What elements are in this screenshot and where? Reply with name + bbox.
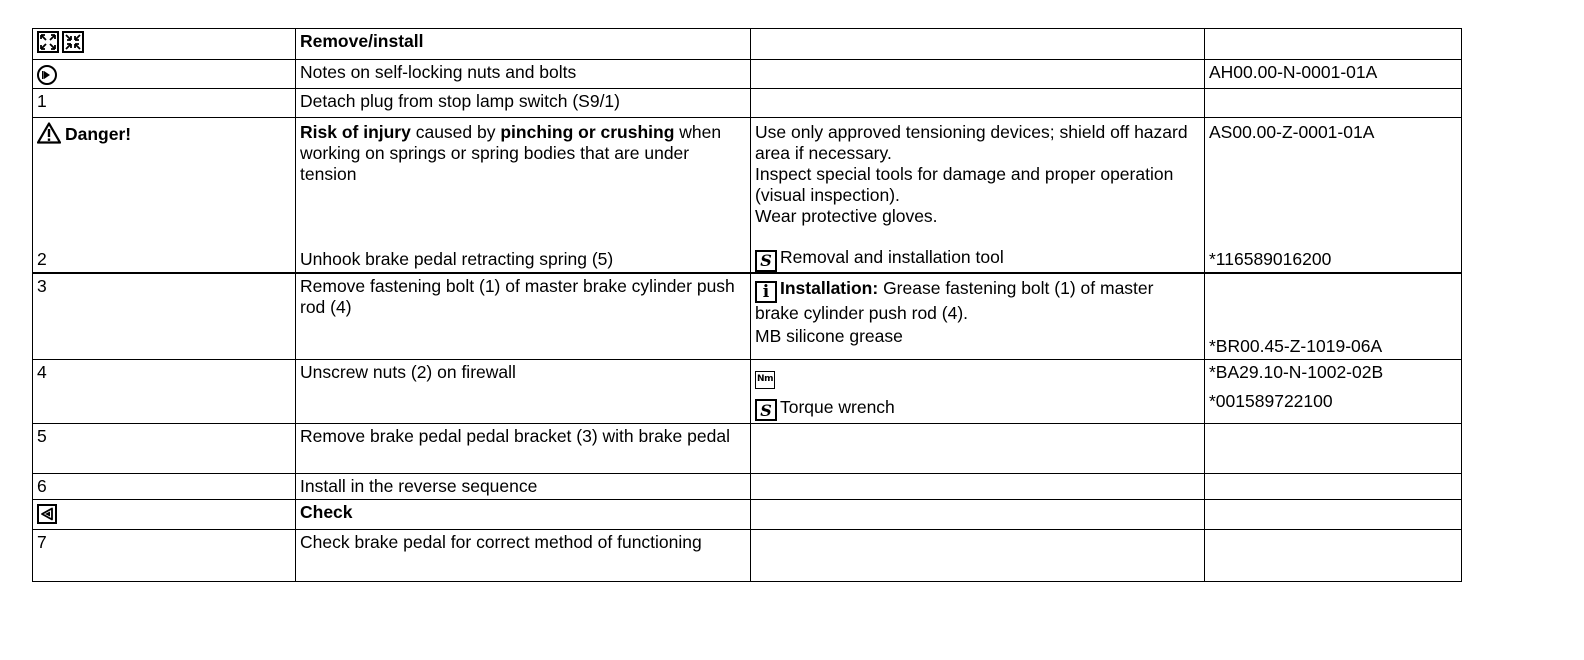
- step-1-ref: [1205, 89, 1462, 118]
- special-tool-icon: S: [755, 250, 777, 272]
- row-check: [33, 500, 1462, 530]
- step-3-note: [751, 273, 1205, 360]
- check-ref: [1205, 500, 1462, 530]
- check-heading: Check: [296, 500, 751, 530]
- step-3-grease-ref[interactable]: *BR00.45-Z-1019-06A: [1209, 336, 1383, 356]
- self-locking-text: Notes on self-locking nuts and bolts: [296, 60, 751, 89]
- row-step-6: [33, 474, 1462, 500]
- danger-label-cell: [33, 118, 296, 245]
- step-7-ref: [1205, 530, 1462, 582]
- step-7-note: [751, 530, 1205, 582]
- danger-notes: [751, 118, 1205, 245]
- step-5-text: Remove brake pedal pedal bracket (3) with brake pedal: [296, 424, 751, 474]
- check-back-arrow-icon: [37, 504, 57, 524]
- danger-note-1: Use only approved tensioning devices; shield off hazard area if necessary.: [755, 122, 1188, 163]
- danger-ref[interactable]: AS00.00-Z-0001-01A: [1205, 118, 1462, 245]
- row-step-2: [33, 245, 1462, 273]
- danger-label: Danger!: [65, 124, 132, 144]
- step-5-ref: [1205, 424, 1462, 474]
- self-locking-ref[interactable]: AH00.00-N-0001-01A: [1205, 60, 1462, 89]
- step-1-text: Detach plug from stop lamp switch (S9/1): [296, 89, 751, 118]
- danger-pinching: pinching or crushing: [500, 122, 675, 142]
- step-4-number: 4: [33, 360, 296, 424]
- step-3-number: 3: [33, 273, 296, 360]
- step-7-text: Check brake pedal for correct method of functioning: [296, 530, 751, 582]
- step-2-ref[interactable]: *116589016200: [1205, 245, 1462, 273]
- info-icon: i: [755, 281, 777, 303]
- step-6-note: [751, 474, 1205, 500]
- danger-note-3: Wear protective gloves.: [755, 206, 938, 226]
- torque-wrench-tool-icon: S: [755, 399, 777, 421]
- step-3-installation-label: Installation:: [780, 277, 879, 298]
- step-2-number: 2: [33, 245, 296, 273]
- step-3-text: Remove fastening bolt (1) of master brake cylinder push rod (4): [296, 273, 751, 360]
- step-4-tool-label: Torque wrench: [780, 396, 895, 417]
- step-2-tool-label: Removal and installation tool: [780, 247, 1004, 267]
- step-5-note: [751, 424, 1205, 474]
- danger-risk: Risk of injury: [300, 122, 411, 142]
- row-step-4: [33, 360, 1462, 424]
- remove-install-ref: [1205, 29, 1462, 60]
- step-3-installation-text: Grease fastening bolt (1) of master brake cylinder push rod (4).: [755, 277, 1154, 323]
- step-2-note: [751, 245, 1205, 273]
- self-locking-note: [751, 60, 1205, 89]
- check-note: [751, 500, 1205, 530]
- row-danger: [33, 118, 1462, 245]
- procedure-table: [32, 28, 1462, 582]
- row-self-locking-notes: [33, 60, 1462, 89]
- step-1-number: 1: [33, 89, 296, 118]
- row-remove-install: [33, 29, 1462, 60]
- danger-caused-by: caused by: [410, 122, 501, 142]
- remove-install-note: [751, 29, 1205, 60]
- self-locking-symbol-cell: [33, 60, 296, 89]
- step-3-ref: [1205, 273, 1462, 360]
- row-step-7: [33, 530, 1462, 582]
- step-2-text: Unhook brake pedal retracting spring (5): [296, 245, 751, 273]
- step-6-ref: [1205, 474, 1462, 500]
- danger-note-2: Inspect special tools for damage and proper operation (visual inspection).: [755, 164, 1174, 205]
- step-3-grease: MB silicone grease: [755, 326, 903, 346]
- step-1-note: [751, 89, 1205, 118]
- danger-springs: when working on springs or spring bodies that are under tension: [300, 122, 722, 184]
- step-4-note: [751, 360, 1205, 424]
- check-symbol-cell: [33, 500, 296, 530]
- step-4-ref: [1205, 360, 1462, 424]
- step-6-number: 6: [33, 474, 296, 500]
- step-4-text: Unscrew nuts (2) on firewall: [296, 360, 751, 424]
- warning-triangle-icon: [37, 122, 61, 149]
- row-step-5: [33, 424, 1462, 474]
- row-step-1: [33, 89, 1462, 118]
- step-6-text: Install in the reverse sequence: [296, 474, 751, 500]
- torque-nm-icon: Nm: [755, 371, 775, 389]
- self-locking-nut-icon: [37, 65, 57, 85]
- remove-icon: [37, 31, 59, 53]
- step-4-tool-ref[interactable]: *001589722100: [1209, 391, 1333, 411]
- remove-install-symbol-cell: [33, 29, 296, 60]
- step-5-number: 5: [33, 424, 296, 474]
- install-icon: [62, 31, 84, 53]
- row-step-3: [33, 273, 1462, 360]
- step-4-torque-ref[interactable]: *BA29.10-N-1002-02B: [1209, 362, 1384, 382]
- remove-install-heading: Remove/install: [296, 29, 751, 60]
- danger-text: [296, 118, 751, 245]
- step-7-number: 7: [33, 530, 296, 582]
